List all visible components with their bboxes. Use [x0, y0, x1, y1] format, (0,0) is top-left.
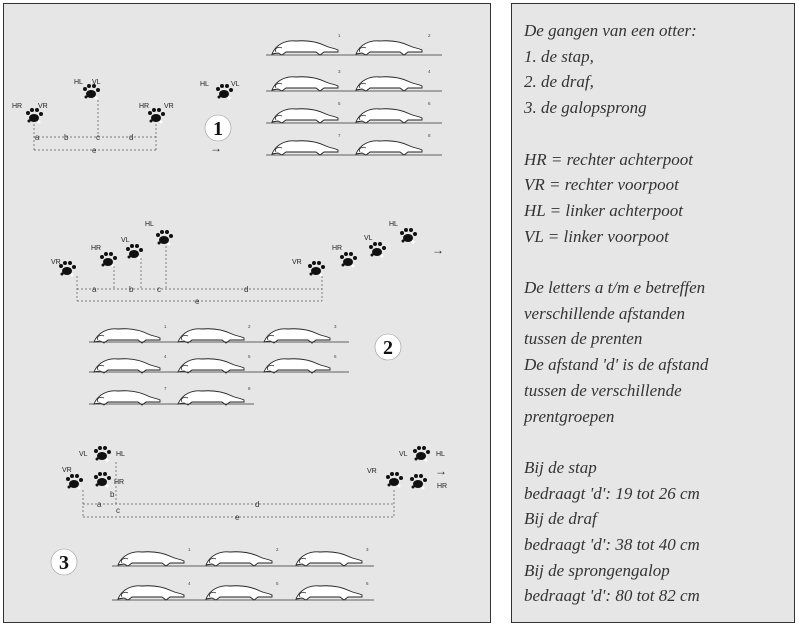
- distance-c: c: [116, 506, 120, 515]
- label-vl: VL: [231, 81, 240, 88]
- label-vr: VR: [164, 103, 174, 110]
- label-vr: VR: [51, 259, 61, 266]
- label-hr: HR: [332, 245, 343, 252]
- label-vr: VR: [38, 103, 48, 110]
- label-vr: VR: [292, 259, 302, 266]
- legend-letters-line-2: verschillende afstanden: [524, 303, 685, 323]
- svg-text:2: 2: [276, 547, 279, 552]
- legend-panel: [511, 3, 795, 623]
- arrow-icon: →: [435, 464, 447, 478]
- paw-print-icon: [410, 474, 427, 490]
- label-hr: HR: [12, 103, 23, 110]
- legend-distance-d-line-1: De afstand 'd' is de afstand: [524, 355, 709, 375]
- legend-draf-value: bedraagt 'd': 38 tot 40 cm: [524, 535, 700, 555]
- legend-distance-d-line-2: tussen de verschillende: [524, 380, 682, 400]
- distance-e: e: [195, 297, 200, 306]
- gait-3-otter-sequence: [112, 547, 374, 600]
- svg-text:3: 3: [366, 547, 369, 552]
- label-hr: HR: [139, 103, 150, 110]
- svg-text:5: 5: [338, 101, 341, 106]
- svg-text:8: 8: [428, 133, 431, 138]
- distance-a: a: [35, 133, 40, 142]
- label-hl: HL: [200, 81, 209, 88]
- legend-hl: HL = linker achterpoot: [524, 200, 683, 220]
- gait-2-number: 2: [383, 337, 393, 359]
- paw-print-icon: [94, 472, 111, 488]
- gait-1-otter-sequence: [266, 33, 442, 155]
- legend-letters-line-1: De letters a t/m e betreffen: [524, 278, 706, 297]
- paw-print-icon: [413, 446, 430, 462]
- distance-e: e: [235, 513, 240, 522]
- gait-3-number: 3: [59, 552, 69, 574]
- legend-galop-value: bedraagt 'd': 80 tot 82 cm: [524, 586, 700, 606]
- legend-gait-1: 1. de stap,: [524, 46, 594, 66]
- label-vl: VL: [364, 235, 373, 242]
- distance-d: d: [255, 500, 260, 509]
- label-vr: VR: [367, 468, 377, 475]
- label-hl: HL: [145, 221, 154, 228]
- distance-b: b: [129, 285, 134, 294]
- svg-text:6: 6: [366, 581, 369, 586]
- paw-print-icon: [66, 474, 83, 490]
- svg-text:5: 5: [276, 581, 279, 586]
- label-vl: VL: [121, 237, 130, 244]
- label-vl: VL: [79, 451, 88, 458]
- svg-text:4: 4: [428, 69, 431, 74]
- diagram-panel: [3, 3, 491, 623]
- svg-text:3: 3: [338, 69, 341, 74]
- label-hl: HL: [389, 221, 398, 228]
- svg-text:1: 1: [164, 324, 167, 329]
- label-vr: VR: [62, 467, 72, 474]
- svg-text:2: 2: [428, 33, 431, 38]
- legend-gait-2: 2. de draf,: [524, 72, 594, 92]
- legend-letters-line-3: tussen de prenten: [524, 329, 643, 349]
- legend-hr: HR = rechter achterpoot: [524, 149, 693, 169]
- distance-e: e: [92, 146, 97, 155]
- svg-text:1: 1: [188, 547, 191, 552]
- svg-text:4: 4: [188, 581, 191, 586]
- label-hr: HR: [91, 245, 102, 252]
- paw-print-icon: [369, 242, 386, 258]
- distance-d: d: [244, 285, 249, 294]
- label-hr: HR: [437, 483, 448, 490]
- svg-text:5: 5: [248, 354, 251, 359]
- legend-stap-label: Bij de stap: [524, 457, 597, 477]
- legend-vr: VR = rechter voorpoot: [524, 175, 679, 195]
- legend-title: De gangen van een otter:: [524, 21, 697, 40]
- svg-text:4: 4: [164, 354, 167, 359]
- paw-print-icon: [308, 261, 325, 277]
- label-hl: HL: [74, 79, 83, 86]
- distance-b: b: [64, 133, 69, 142]
- distance-b: b: [110, 490, 115, 499]
- svg-text:2: 2: [248, 324, 251, 329]
- paw-print-icon: [126, 244, 143, 260]
- distance-c: c: [96, 133, 100, 142]
- legend-galop-label: Bij de sprongengalop: [524, 560, 670, 580]
- paw-print-icon: [386, 472, 403, 488]
- paw-print-icon: [340, 252, 357, 268]
- distance-d: d: [129, 133, 134, 142]
- svg-text:3: 3: [334, 324, 337, 329]
- legend-vl: VL = linker voorpoot: [524, 226, 669, 246]
- svg-text:6: 6: [334, 354, 337, 359]
- label-vl: VL: [92, 79, 101, 86]
- svg-text:1: 1: [338, 33, 341, 38]
- arrow-icon: →: [210, 141, 222, 155]
- paw-print-icon: [26, 108, 43, 124]
- gait-1-number: 1: [213, 118, 223, 140]
- legend-gait-3: 3. de galopsprong: [524, 98, 647, 118]
- gait-2-otter-sequence: [89, 324, 349, 405]
- label-vl: VL: [399, 451, 408, 458]
- label-hr: HR: [114, 479, 125, 486]
- label-hl: HL: [116, 451, 125, 458]
- paw-print-icon: [83, 84, 100, 100]
- distance-a: a: [92, 285, 97, 294]
- arrow-icon: →: [432, 243, 444, 257]
- svg-text:6: 6: [428, 101, 431, 106]
- legend-distance-d-line-3: prentgroepen: [524, 406, 615, 426]
- svg-text:7: 7: [164, 386, 167, 391]
- label-hl: HL: [436, 451, 445, 458]
- distance-a: a: [97, 500, 102, 509]
- svg-text:8: 8: [248, 386, 251, 391]
- paw-print-icon: [59, 261, 76, 277]
- gait-1-tracks: [12, 79, 240, 155]
- paw-print-icon: [100, 252, 117, 268]
- svg-text:7: 7: [338, 133, 341, 138]
- paw-print-icon: [94, 446, 111, 462]
- paw-print-icon: [400, 228, 417, 244]
- legend-draf-label: Bij de draf: [524, 509, 597, 529]
- legend-stap-value: bedraagt 'd': 19 tot 26 cm: [524, 483, 700, 503]
- distance-c: c: [157, 285, 161, 294]
- paw-print-icon: [148, 108, 165, 124]
- otter-gait-diagram: [4, 4, 492, 624]
- paw-print-icon: [156, 230, 173, 246]
